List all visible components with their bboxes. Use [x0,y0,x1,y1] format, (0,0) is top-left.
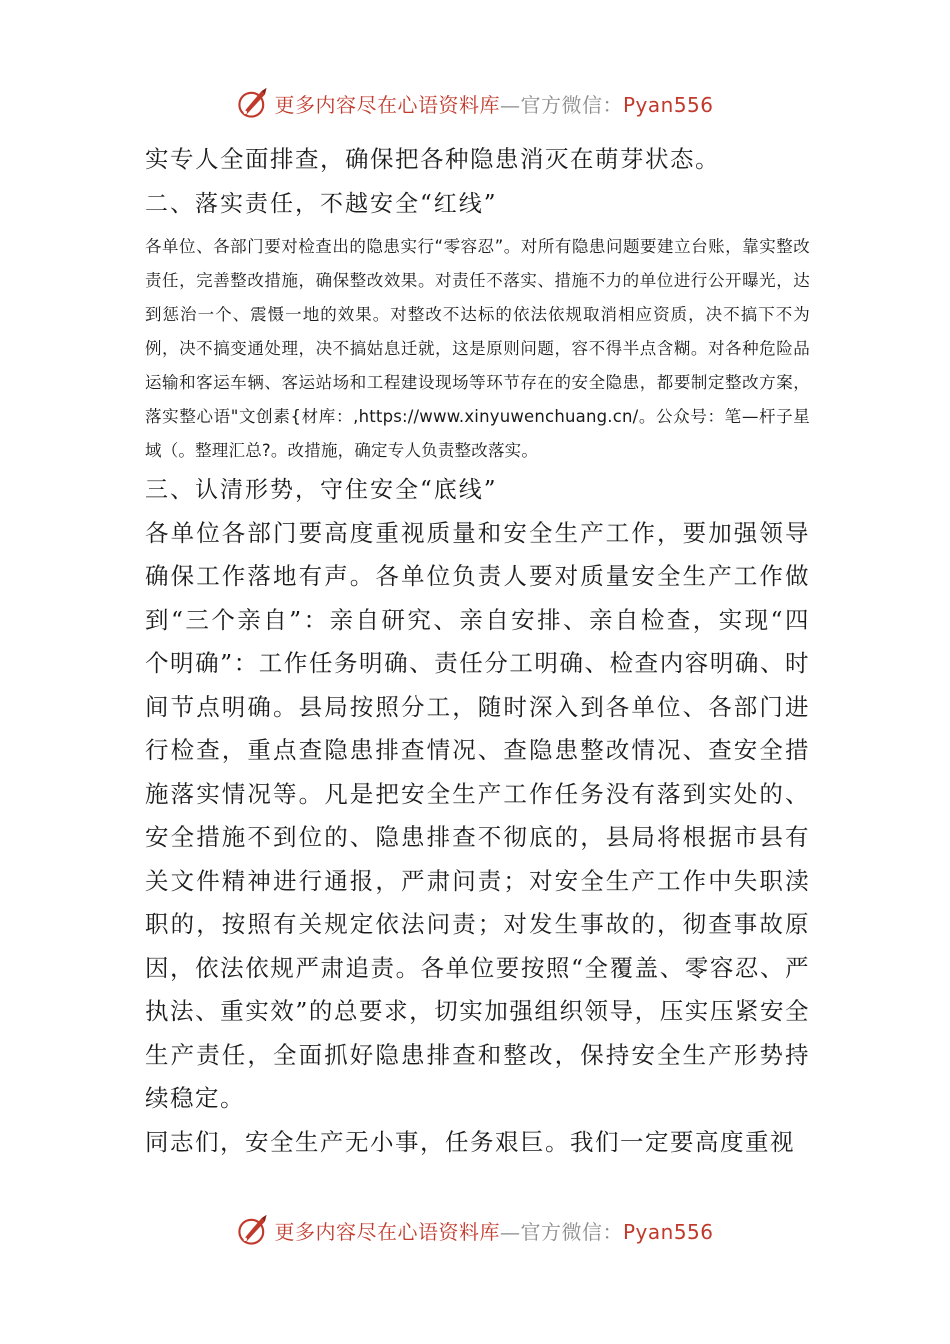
section-2-paragraph: 各单位、各部门要对检查出的隐患实行“零容忍”。对所有隐患问题要建立台账，靠实整改责任，完善整改措施，确保整改效果。对责任不落实、措施不力的单位进行公开曝光，达到惩治一个、震慑一地的效果。对整改不达标的依法依规取消相应资质，决不搞下不为例，决不搞变通处理，决不搞姑息迁就，这是原则问题，容不得半点含糊。对各种危险品运输和客运车辆、客运站场和工程建设现场等环节存在的安全隐患，都要制定整改方案，落实整心语"文创素{材库：,https://www.xinyuwenchuang.cn/。公众号：笔—杆子星域（。整理汇总?。改措施，确定专人负责整改落实。 [145,236,810,460]
section-3-paragraph: 各单位各部门要高度重视质量和安全生产工作，要加强领导确保工作落地有声。各单位负责人要对质量安全生产工作做到“三个亲自”：亲自研究、亲自安排、亲自检查，实现“四个明确”：工作任务明确、责任分工明确、检查内容明确、时间节点明确。县局按照分工，随时深入到各单位、各部门进行检查，重点查隐患排查情况、查隐患整改情况、查安全措施落实情况等。凡是把安全生产工作任务没有落到实处的、安全措施不到位的、隐患排查不彻底的，县局将根据市县有关文件精神进行通报，严肃问责；对安全生产工作中失职渎职的，按照有关规定依法问责；对发生事故的，彻查事故原因，依法依规严肃追责。各单位要按照“全覆盖、零容忍、严执法、重实效”的总要求，切实加强组织领导，压实压紧安全生产责任，全面抓好隐患排查和整改，保持安全生产形势持续稳定。 [145,518,810,1112]
section-heading-3: 三、认清形势，守住安全“底线” [145,476,498,503]
banner-text [274,89,713,118]
banner-wechat-id: Pyan556 [622,1219,714,1244]
continuation-line: 实专人全面排查，确保把各种隐患消灭在萌芽状态。 [145,145,720,173]
banner-separator: — [499,92,521,117]
banner-separator: — [499,1219,521,1244]
pen-logo-icon [236,1213,270,1247]
banner-official: 官方微信： [520,1219,623,1244]
section-heading-2: 二、落实责任，不越安全“红线” [145,190,498,217]
header-banner [0,83,950,123]
document-body [145,138,810,1164]
banner-official: 官方微信： [520,92,623,117]
pen-logo-icon [236,86,270,120]
banner-text [274,1216,713,1245]
footer-banner [0,1210,950,1250]
closing-paragraph: 同志们，安全生产无小事，任务艰巨。我们一定要高度重视 [145,1127,795,1156]
banner-brand: 更多内容尽在心语资料库 [274,92,500,117]
banner-brand: 更多内容尽在心语资料库 [274,1219,500,1244]
banner-wechat-id: Pyan556 [622,92,714,117]
